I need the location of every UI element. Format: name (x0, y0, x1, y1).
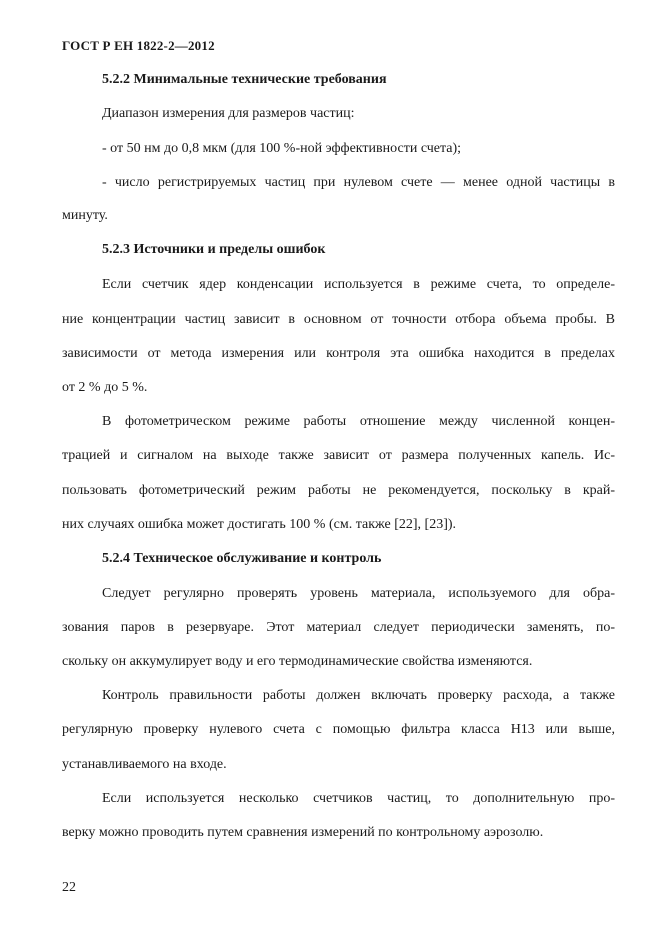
section-heading-5-2-2: 5.2.2 Минимальные технические требования (102, 72, 387, 87)
text-line: Следует регулярно проверять уровень материала, используемого для обра- (102, 586, 615, 601)
text-line: - число регистрируемых частиц при нулевом счете — менее одной частицы в (102, 175, 615, 190)
text-line: Диапазон измерения для размеров частиц: (102, 106, 355, 121)
text-line: верку можно проводить путем сравнения измерений по контрольному аэрозолю. (62, 825, 544, 840)
text-line: минуту. (62, 208, 108, 223)
text-line: регулярную проверку нулевого счета с помощью фильтра класса Н13 или выше, (62, 722, 615, 737)
text-line: Контроль правильности работы должен включать проверку расхода, а также (102, 688, 615, 703)
document-header: ГОСТ Р ЕН 1822-2—2012 (62, 38, 215, 53)
text-line: устанавливаемого на входе. (62, 757, 227, 772)
text-line: от 2 % до 5 %. (62, 380, 148, 395)
section-heading-5-2-3: 5.2.3 Источники и пределы ошибок (102, 242, 326, 257)
text-line: трацией и сигналом на выходе также зависит от размера полученных капель. Ис- (62, 448, 615, 463)
text-line: пользовать фотометрический режим работы не рекомендуется, поскольку в край- (62, 483, 615, 498)
section-heading-5-2-4: 5.2.4 Техническое обслуживание и контроль (102, 551, 382, 566)
text-line: ние концентрации частиц зависит в основном от точности отбора объема пробы. В (62, 312, 615, 327)
text-line: зования паров в резервуаре. Этот материал следует периодически заменять, по- (62, 620, 615, 635)
text-line: зависимости от метода измерения или контроля эта ошибка находится в пределах (62, 346, 615, 361)
text-line: Если счетчик ядер конденсации используется в режиме счета, то определе- (102, 277, 615, 292)
text-line: скольку он аккумулирует воду и его термодинамические свойства изменяются. (62, 654, 533, 669)
text-line: - от 50 нм до 0,8 мкм (для 100 %-ной эффективности счета); (102, 141, 462, 156)
text-line: В фотометрическом режиме работы отношение между численной концен- (102, 414, 615, 429)
page-number: 22 (62, 880, 76, 895)
text-line: них случаях ошибка может достигать 100 % (см. также [22], [23]). (62, 517, 457, 532)
text-line: Если используется несколько счетчиков частиц, то дополнительную про- (102, 791, 615, 806)
